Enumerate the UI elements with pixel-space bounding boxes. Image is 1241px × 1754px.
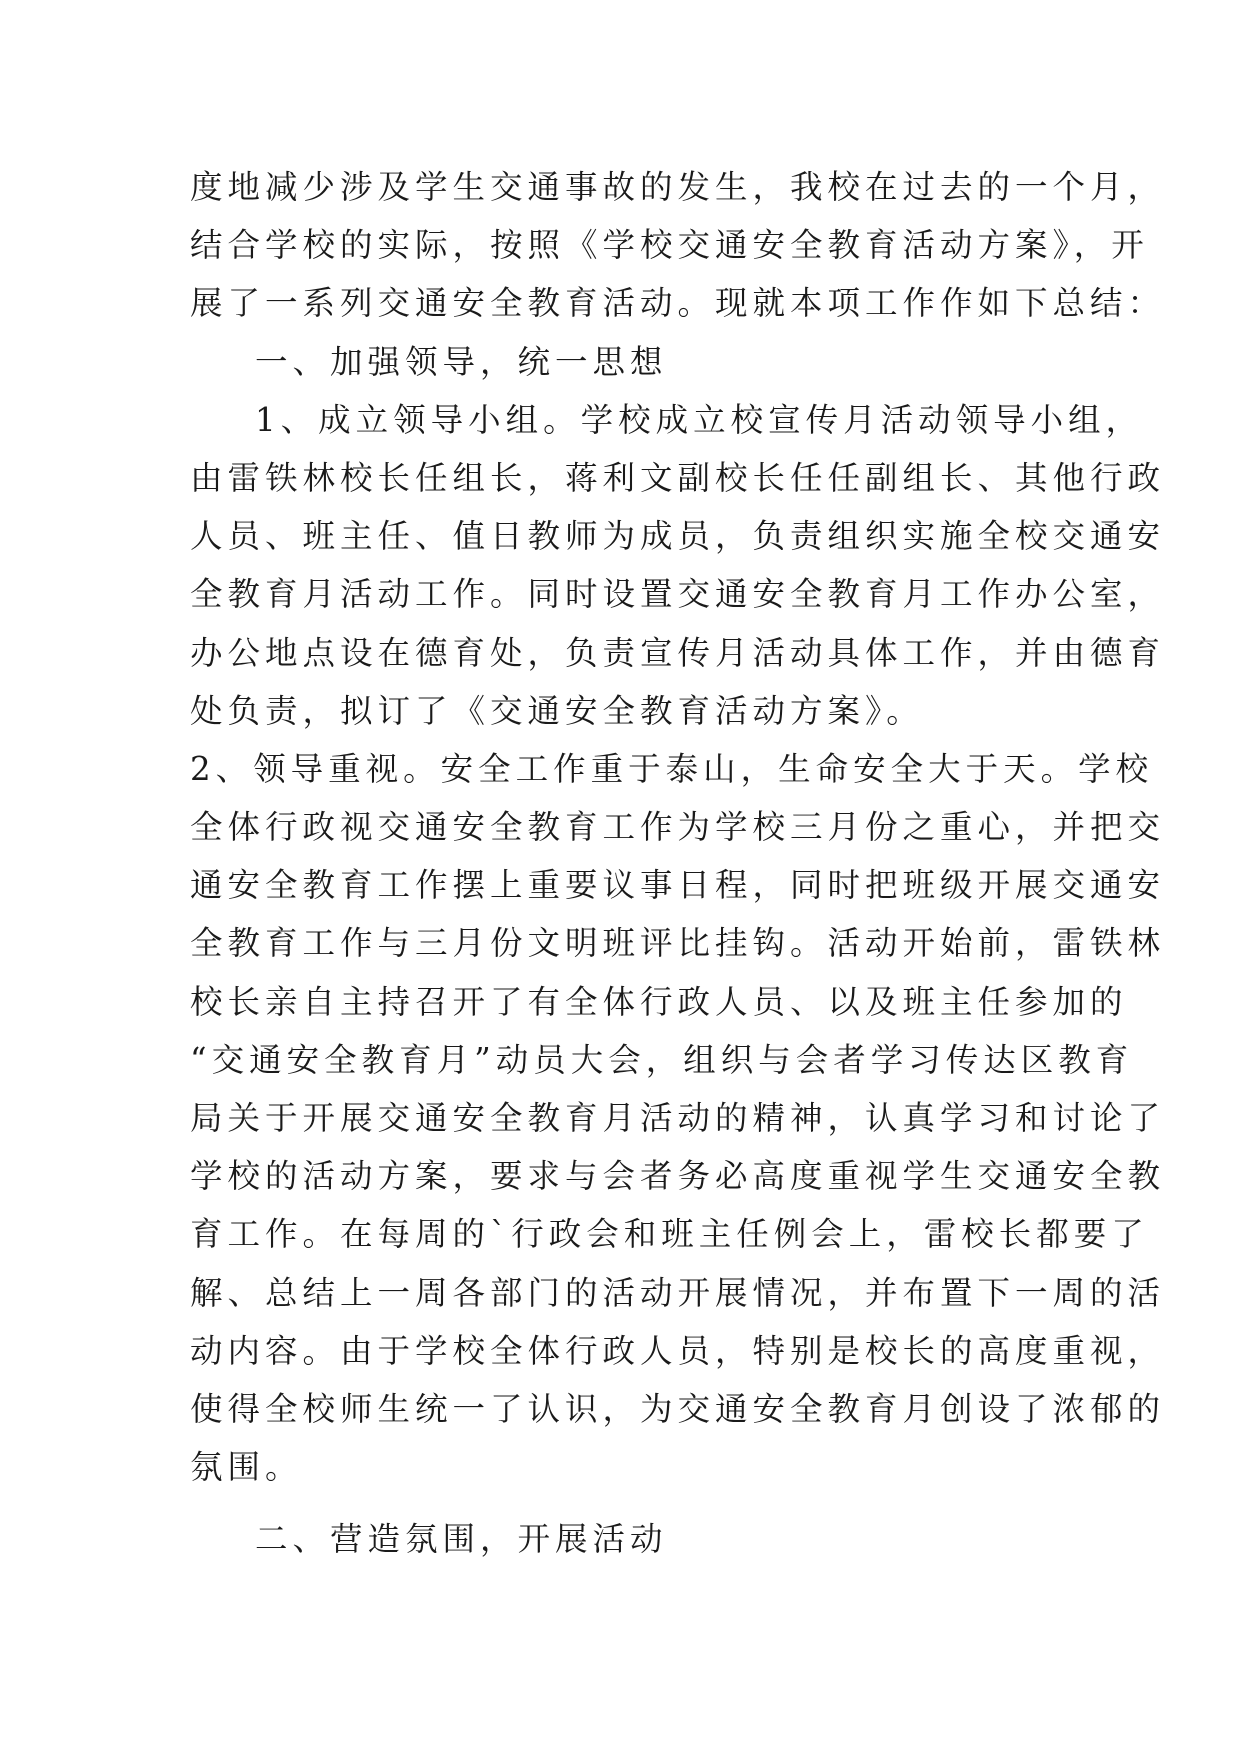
text-line: 解、总结上一周各部门的活动开展情况，并布置下一周的活 <box>190 1273 1166 1312</box>
text-line: 全教育月活动工作。同时设置交通安全教育月工作办公室， <box>190 575 1166 614</box>
text-line: 全体行政视交通安全教育工作为学校三月份之重心，并把交 <box>190 808 1166 847</box>
paragraph-gap <box>190 1496 1070 1510</box>
text-line: “交通安全教育月”动员大会，组织与会者学习传达区教育 <box>190 1040 1134 1079</box>
text-line: 全教育工作与三月份文明班评比挂钩。活动开始前，雷铁林 <box>190 924 1166 963</box>
text-line: 1、成立领导小组。学校成立校宣传月活动领导小组， <box>255 400 1144 439</box>
text-line: 人员、班主任、值日教师为成员，负责组织实施全校交通安 <box>190 517 1166 556</box>
text-line: 度地减少涉及学生交通事故的发生，我校在过去的一个月， <box>190 168 1166 206</box>
text-line: 处负责，拟订了《交通安全教育活动方案》。 <box>190 691 924 730</box>
document-body <box>190 158 1166 1569</box>
text-line: 办公地点设在德育处，负责宣传月活动具体工作，并由德育 <box>190 633 1166 672</box>
text-line: 展了一系列交通安全教育活动。现就本项工作作如下总结： <box>190 284 1166 323</box>
text-line: 学校的活动方案，要求与会者务必高度重视学生交通安全教 <box>190 1157 1166 1196</box>
text-line: 氛围。 <box>190 1448 303 1487</box>
text-line: 动内容。由于学校全体行政人员，特别是校长的高度重视， <box>190 1331 1166 1370</box>
section-heading: 二、营造氛围，开展活动 <box>255 1520 668 1559</box>
text-line: 2、领导重视。安全工作重于泰山，生命安全大于天。学校 <box>190 749 1154 788</box>
text-line: 结合学校的实际，按照《学校交通安全教育活动方案》，开 <box>190 226 1149 265</box>
text-line: 通安全教育工作摆上重要议事日程，同时把班级开展交通安 <box>190 866 1166 905</box>
text-line: 育工作。在每周的`行政会和班主任例会上，雷校长都要了 <box>190 1215 1149 1254</box>
text-line: 局关于开展交通安全教育月活动的精神，认真学习和讨论了 <box>190 1099 1166 1137</box>
section-heading: 一、加强领导，统一思想 <box>255 342 668 381</box>
text-line: 由雷铁林校长任组长，蒋利文副校长任任副组长、其他行政 <box>190 458 1166 497</box>
text-line: 使得全校师生统一了认识，为交通安全教育月创设了浓郁的 <box>190 1389 1166 1428</box>
text-line: 校长亲自主持召开了有全体行政人员、以及班主任参加的 <box>190 982 1128 1021</box>
